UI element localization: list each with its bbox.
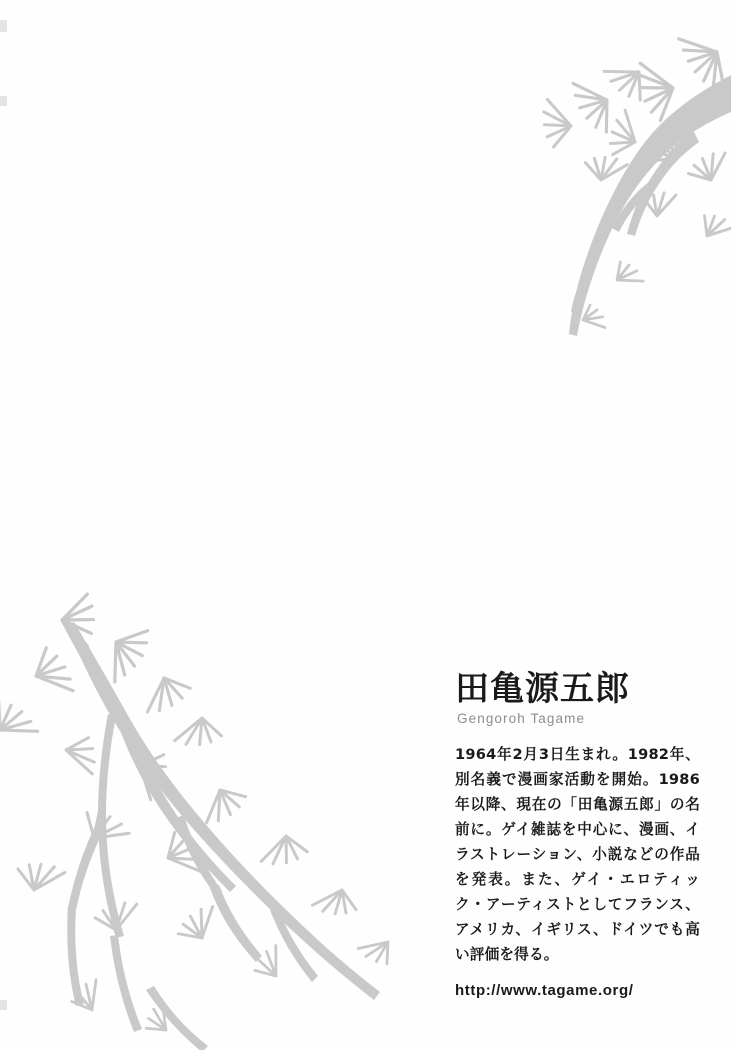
- pine-branch-illustration: [411, 30, 731, 390]
- pine-branch-illustration: [0, 590, 440, 1050]
- scan-edge-mark: [0, 1000, 7, 1010]
- scan-edge-mark: [0, 96, 7, 106]
- author-biography: 1964年2月3日生まれ。1982年、別名義で漫画家活動を開始。1986年以降、現在の「田亀源五郎」の名前に。ゲイ雑誌を中心に、漫画、イラストレーション、小説などの作品を発表。また、ゲイ・エロティック・アーティストとしてフランス、アメリカ、イギリス、ドイツでも高い評価を得る。: [455, 745, 700, 964]
- author-name-romanized: Gengoroh Tagame: [457, 710, 586, 726]
- scan-edge-mark: [0, 20, 7, 32]
- author-colophon: [455, 669, 705, 1000]
- author-name-japanese: 田亀源五郎: [455, 669, 630, 709]
- author-website-link[interactable]: http://www.tagame.org/: [455, 982, 634, 1000]
